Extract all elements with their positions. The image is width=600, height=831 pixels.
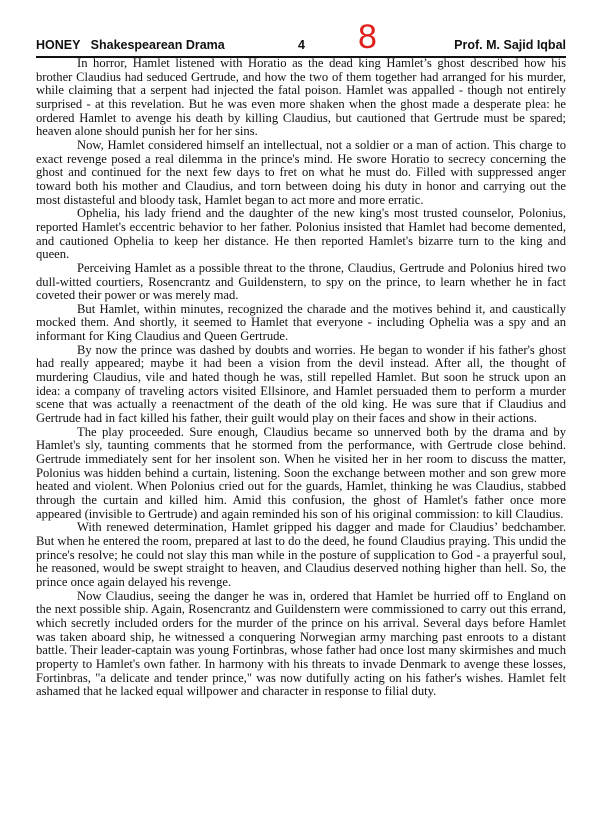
paragraph: But Hamlet, within minutes, recognized the charade and the motives behind it, and caustically mocked them. And shortly, it seemed to Hamlet that everyone - including Ophelia was a spy and an informant for King Claudius and Queen Gertrude. bbox=[36, 301, 566, 344]
page-header bbox=[36, 18, 566, 56]
header-chapter-number: 4 bbox=[298, 38, 305, 52]
paragraph: Perceiving Hamlet as a possible threat to the throne, Claudius, Gertrude and Polonius hired two dull-witted courtiers, Rosencrantz and Guildenstern, to spy on the prince, to learn whether he in fact coveted their power or was merely mad. bbox=[36, 260, 566, 303]
paragraph: By now the prince was dashed by doubts and worries. He began to wonder if his father's ghost had really appeared; maybe it had been a vision from the devil instead. After all, the thought of murdering Claudius, vile and hated though he was, still repelled Hamlet. But soon he struck upon an idea: a company of traveling actors visited Ellsinore, and Hamlet persuaded them to perform a murder scene that was actually a reenactment of the death of the old king. He was sure that if Claudius and Gertrude had in fact killed his father, their guilt would play on their faces and show in their actions. bbox=[36, 342, 566, 426]
page-number: 8 bbox=[358, 18, 377, 56]
paragraph: The play proceeded. Sure enough, Claudius became so unnerved both by the drama and by Hamlet's sly, taunting comments that he stormed from the performance, with Gertrude close behind. Gertrude immediately sent for her insolent son. When he visited her in her room to discuss the matter, Polonius was hidden behind a curtain, listening. Soon the exchange between mother and son grew more heated and violent. When Polonius cried out for the guards, Hamlet, thinking he was Claudius, stabbed through the curtain and killed him. Amid this confusion, the ghost of Hamlet's father once more appeared (invisible to Gertrude) and again reminded his son of his original commission: to kill Claudius. bbox=[36, 424, 566, 521]
paragraph: In horror, Hamlet listened with Horatio as the dead king Hamlet’s ghost described how his brother Claudius had seduced Gertrude, and how the two of them together had arranged for his murder, while claiming that a serpent had injected the fatal poison. Hamlet was appalled - though not entirely surprised - at this revelation. But he was even more shaken when the ghost made a desperate plea: he ordered Hamlet to avenge his death by killing Claudius, but cautioned that Gertrude must be spared; heaven alone should punish her for her sins. bbox=[36, 56, 566, 139]
body-text bbox=[36, 57, 566, 699]
header-title: HONEY Shakespearean Drama bbox=[36, 38, 225, 52]
header-author: Prof. M. Sajid Iqbal bbox=[454, 38, 566, 52]
paragraph: Now Claudius, seeing the danger he was in, ordered that Hamlet be hurried off to England on the next possible ship. Again, Rosencrantz and Guildenstern were commissioned to carry out this errand, which secretly included orders for the murder of the prince on his arrival. Several days before Hamlet was taken aboard ship, he witnessed a conquering Norwegian army marching past enroots to a distant battle. Their leader-captain was young Fortinbras, whose father had once lost many skirmishes and much property to Hamlet's own father. In harmony with his threats to invade Denmark to avenge these losses, Fortinbras, "a delicate and tender prince," was now dutifully acting on his father's wishes. Hamlet felt ashamed that he lacked equal willpower and character in response to filial duty. bbox=[36, 588, 566, 699]
paragraph: Ophelia, his lady friend and the daughter of the new king's most trusted counselor, Polonius, reported Hamlet's eccentric behavior to her father. Polonius insisted that Hamlet had become demented, and cautioned Ophelia to keep her distance. He then reported Hamlet's bizarre turn to the king and queen. bbox=[36, 206, 566, 262]
paragraph: Now, Hamlet considered himself an intellectual, not a soldier or a man of action. This charge to exact revenge posed a real dilemma in the prince's mind. He swore Horatio to secrecy concerning the ghost and continued for the next few days to fret on what he must do. Filled with suppressed anger toward both his mother and Claudius, and torn between doing his duty in honor and carrying out the most distasteful and bloody task, Hamlet began to act more and more erratic. bbox=[36, 137, 566, 207]
paragraph: With renewed determination, Hamlet gripped his dagger and made for Claudius’ bedchamber. But when he entered the room, prepared at last to do the deed, he found Claudius praying. This undid the prince's resolve; he could not slay this man while in the posture of supplication to God - a prayerful soul, he reasoned, would be swept straight to heaven, and Claudius deserved nothing higher than hell. So, the prince once again delayed his revenge. bbox=[36, 520, 566, 589]
